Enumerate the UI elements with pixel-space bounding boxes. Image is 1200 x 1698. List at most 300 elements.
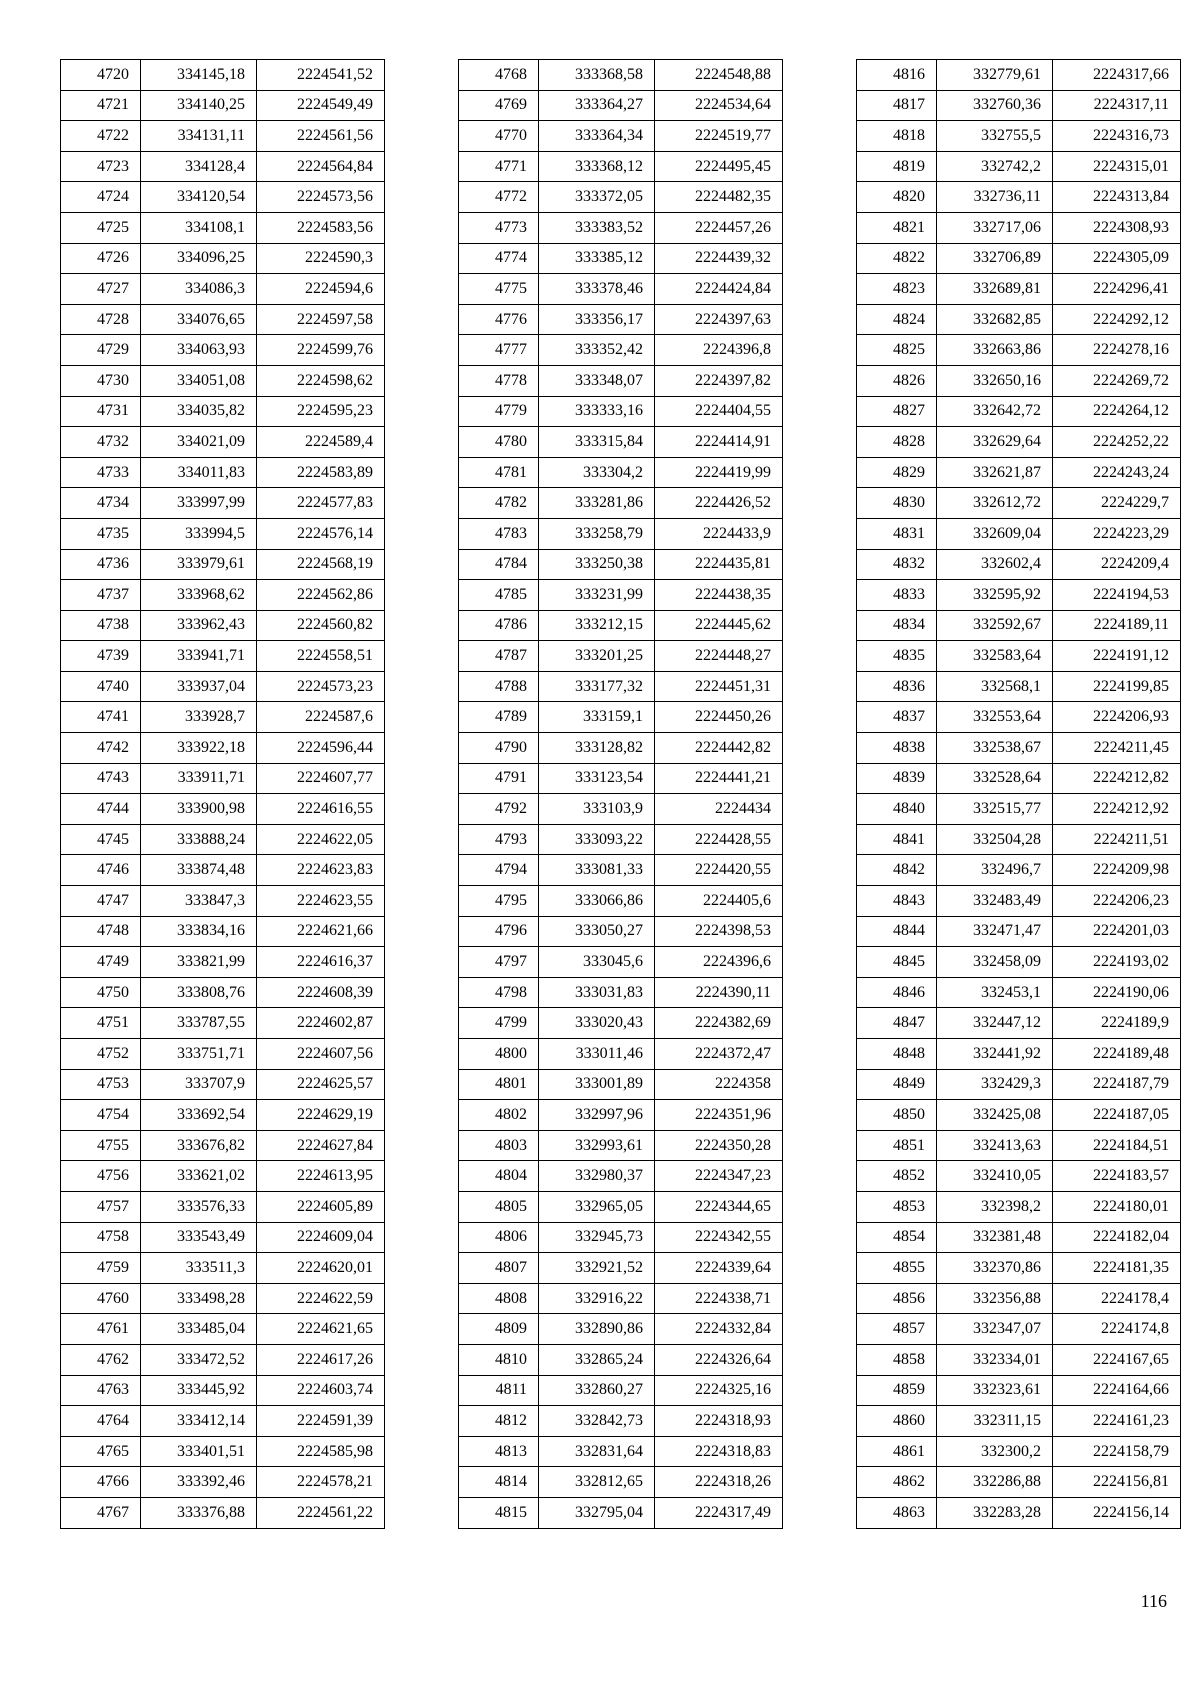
y-coordinate-cell: 2224194,53 [1053, 580, 1181, 611]
x-coordinate-cell: 333231,99 [539, 580, 655, 611]
y-coordinate-cell: 2224629,19 [257, 1100, 385, 1131]
x-coordinate-cell: 333128,82 [539, 733, 655, 764]
point-number-cell: 4735 [61, 518, 141, 549]
table-row [459, 733, 783, 764]
coordinates-table-3 [856, 59, 1181, 1529]
table-row [459, 580, 783, 611]
point-number-cell: 4820 [857, 182, 937, 213]
point-number-cell: 4725 [61, 212, 141, 243]
x-coordinate-cell: 332347,07 [937, 1314, 1053, 1345]
table-row [61, 916, 385, 947]
point-number-cell: 4824 [857, 304, 937, 335]
x-coordinate-cell: 332609,04 [937, 518, 1053, 549]
table-row [857, 610, 1181, 641]
x-coordinate-cell: 333368,58 [539, 60, 655, 91]
point-number-cell: 4814 [459, 1467, 539, 1498]
x-coordinate-cell: 333177,32 [539, 671, 655, 702]
y-coordinate-cell: 2224426,52 [655, 488, 783, 519]
x-coordinate-cell: 333676,82 [141, 1130, 257, 1161]
y-coordinate-cell: 2224212,82 [1053, 763, 1181, 794]
table-row [61, 151, 385, 182]
x-coordinate-cell: 332650,16 [937, 365, 1053, 396]
y-coordinate-cell: 2224435,81 [655, 549, 783, 580]
x-coordinate-cell: 333787,55 [141, 1008, 257, 1039]
x-coordinate-cell: 333941,71 [141, 641, 257, 672]
table-row [61, 274, 385, 305]
table-row [857, 1436, 1181, 1467]
table-row [857, 824, 1181, 855]
y-coordinate-cell: 2224182,04 [1053, 1222, 1181, 1253]
point-number-cell: 4837 [857, 702, 937, 733]
table-row [61, 671, 385, 702]
y-coordinate-cell: 2224573,56 [257, 182, 385, 213]
x-coordinate-cell: 334086,3 [141, 274, 257, 305]
table-row [459, 1008, 783, 1039]
x-coordinate-cell: 332334,01 [937, 1344, 1053, 1375]
y-coordinate-cell: 2224558,51 [257, 641, 385, 672]
x-coordinate-cell: 332706,89 [937, 243, 1053, 274]
table-row [61, 243, 385, 274]
point-number-cell: 4813 [459, 1436, 539, 1467]
point-number-cell: 4830 [857, 488, 937, 519]
table-row [459, 274, 783, 305]
table-row [61, 610, 385, 641]
y-coordinate-cell: 2224620,01 [257, 1253, 385, 1284]
point-number-cell: 4729 [61, 335, 141, 366]
x-coordinate-cell: 332865,24 [539, 1344, 655, 1375]
table-row [857, 855, 1181, 886]
x-coordinate-cell: 333472,52 [141, 1344, 257, 1375]
point-number-cell: 4786 [459, 610, 539, 641]
y-coordinate-cell: 2224623,55 [257, 886, 385, 917]
table-row [61, 396, 385, 427]
x-coordinate-cell: 332356,88 [937, 1283, 1053, 1314]
y-coordinate-cell: 2224278,16 [1053, 335, 1181, 366]
table-row [857, 427, 1181, 458]
y-coordinate-cell: 2224590,3 [257, 243, 385, 274]
point-number-cell: 4834 [857, 610, 937, 641]
point-number-cell: 4775 [459, 274, 539, 305]
x-coordinate-cell: 332921,52 [539, 1253, 655, 1284]
x-coordinate-cell: 332689,81 [937, 274, 1053, 305]
x-coordinate-cell: 333020,43 [539, 1008, 655, 1039]
point-number-cell: 4828 [857, 427, 937, 458]
point-number-cell: 4748 [61, 916, 141, 947]
x-coordinate-cell: 333212,15 [539, 610, 655, 641]
y-coordinate-cell: 2224621,65 [257, 1314, 385, 1345]
table-row [459, 671, 783, 702]
table-row [459, 151, 783, 182]
y-coordinate-cell: 2224209,98 [1053, 855, 1181, 886]
point-number-cell: 4781 [459, 457, 539, 488]
y-coordinate-cell: 2224317,66 [1053, 60, 1181, 91]
x-coordinate-cell: 333900,98 [141, 794, 257, 825]
point-number-cell: 4823 [857, 274, 937, 305]
point-number-cell: 4809 [459, 1314, 539, 1345]
point-number-cell: 4861 [857, 1436, 937, 1467]
table-row [459, 1130, 783, 1161]
y-coordinate-cell: 2224358 [655, 1069, 783, 1100]
y-coordinate-cell: 2224315,01 [1053, 151, 1181, 182]
x-coordinate-cell: 333392,46 [141, 1467, 257, 1498]
y-coordinate-cell: 2224599,76 [257, 335, 385, 366]
x-coordinate-cell: 333159,1 [539, 702, 655, 733]
table-row [459, 1100, 783, 1131]
point-number-cell: 4806 [459, 1222, 539, 1253]
table-row [459, 977, 783, 1008]
table-row [61, 977, 385, 1008]
point-number-cell: 4774 [459, 243, 539, 274]
table-row [459, 1191, 783, 1222]
table-row [61, 794, 385, 825]
point-number-cell: 4721 [61, 90, 141, 121]
table-row [459, 947, 783, 978]
x-coordinate-cell: 332441,92 [937, 1039, 1053, 1070]
point-number-cell: 4844 [857, 916, 937, 947]
table-row [857, 1191, 1181, 1222]
x-coordinate-cell: 334051,08 [141, 365, 257, 396]
x-coordinate-cell: 333888,24 [141, 824, 257, 855]
point-number-cell: 4790 [459, 733, 539, 764]
y-coordinate-cell: 2224548,88 [655, 60, 783, 91]
table-row [857, 1100, 1181, 1131]
point-number-cell: 4797 [459, 947, 539, 978]
y-coordinate-cell: 2224616,37 [257, 947, 385, 978]
x-coordinate-cell: 332621,87 [937, 457, 1053, 488]
y-coordinate-cell: 2224326,64 [655, 1344, 783, 1375]
x-coordinate-cell: 333368,12 [539, 151, 655, 182]
point-number-cell: 4838 [857, 733, 937, 764]
point-number-cell: 4792 [459, 794, 539, 825]
y-coordinate-cell: 2224305,09 [1053, 243, 1181, 274]
point-number-cell: 4738 [61, 610, 141, 641]
x-coordinate-cell: 332458,09 [937, 947, 1053, 978]
table-row [857, 518, 1181, 549]
x-coordinate-cell: 332583,64 [937, 641, 1053, 672]
x-coordinate-cell: 333834,16 [141, 916, 257, 947]
point-number-cell: 4811 [459, 1375, 539, 1406]
y-coordinate-cell: 2224390,11 [655, 977, 783, 1008]
point-number-cell: 4776 [459, 304, 539, 335]
table-row [459, 794, 783, 825]
x-coordinate-cell: 333928,7 [141, 702, 257, 733]
point-number-cell: 4741 [61, 702, 141, 733]
table-row [459, 243, 783, 274]
table-row [61, 121, 385, 152]
point-number-cell: 4822 [857, 243, 937, 274]
x-coordinate-cell: 333994,5 [141, 518, 257, 549]
table-row [857, 1467, 1181, 1498]
table-row [459, 1497, 783, 1528]
point-number-cell: 4860 [857, 1406, 937, 1437]
table-row [61, 488, 385, 519]
x-coordinate-cell: 333011,46 [539, 1039, 655, 1070]
point-number-cell: 4815 [459, 1497, 539, 1528]
x-coordinate-cell: 332311,15 [937, 1406, 1053, 1437]
x-coordinate-cell: 332860,27 [539, 1375, 655, 1406]
y-coordinate-cell: 2224419,99 [655, 457, 783, 488]
point-number-cell: 4762 [61, 1344, 141, 1375]
point-number-cell: 4816 [857, 60, 937, 91]
y-coordinate-cell: 2224344,65 [655, 1191, 783, 1222]
point-number-cell: 4747 [61, 886, 141, 917]
point-number-cell: 4855 [857, 1253, 937, 1284]
y-coordinate-cell: 2224560,82 [257, 610, 385, 641]
y-coordinate-cell: 2224609,04 [257, 1222, 385, 1253]
point-number-cell: 4850 [857, 1100, 937, 1131]
point-number-cell: 4819 [857, 151, 937, 182]
table-row [857, 1130, 1181, 1161]
point-number-cell: 4753 [61, 1069, 141, 1100]
y-coordinate-cell: 2224211,45 [1053, 733, 1181, 764]
point-number-cell: 4799 [459, 1008, 539, 1039]
table-row [61, 733, 385, 764]
x-coordinate-cell: 332515,77 [937, 794, 1053, 825]
table-row [459, 488, 783, 519]
x-coordinate-cell: 333376,88 [141, 1497, 257, 1528]
x-coordinate-cell: 333103,9 [539, 794, 655, 825]
y-coordinate-cell: 2224325,16 [655, 1375, 783, 1406]
point-number-cell: 4802 [459, 1100, 539, 1131]
x-coordinate-cell: 332742,2 [937, 151, 1053, 182]
point-number-cell: 4800 [459, 1039, 539, 1070]
y-coordinate-cell: 2224342,55 [655, 1222, 783, 1253]
table-row [857, 671, 1181, 702]
point-number-cell: 4740 [61, 671, 141, 702]
x-coordinate-cell: 332595,92 [937, 580, 1053, 611]
x-coordinate-cell: 334131,11 [141, 121, 257, 152]
x-coordinate-cell: 333281,86 [539, 488, 655, 519]
point-number-cell: 4801 [459, 1069, 539, 1100]
y-coordinate-cell: 2224561,56 [257, 121, 385, 152]
x-coordinate-cell: 333333,16 [539, 396, 655, 427]
x-coordinate-cell: 333847,3 [141, 886, 257, 917]
y-coordinate-cell: 2224613,95 [257, 1161, 385, 1192]
table-row [857, 916, 1181, 947]
x-coordinate-cell: 334145,18 [141, 60, 257, 91]
y-coordinate-cell: 2224318,93 [655, 1406, 783, 1437]
x-coordinate-cell: 333364,27 [539, 90, 655, 121]
x-coordinate-cell: 332592,67 [937, 610, 1053, 641]
table-row [857, 60, 1181, 91]
table-row [61, 1406, 385, 1437]
table-row [459, 763, 783, 794]
x-coordinate-cell: 333576,33 [141, 1191, 257, 1222]
x-coordinate-cell: 333201,25 [539, 641, 655, 672]
y-coordinate-cell: 2224562,86 [257, 580, 385, 611]
y-coordinate-cell: 2224598,62 [257, 365, 385, 396]
point-number-cell: 4720 [61, 60, 141, 91]
x-coordinate-cell: 332993,61 [539, 1130, 655, 1161]
point-number-cell: 4843 [857, 886, 937, 917]
table-row [61, 1222, 385, 1253]
point-number-cell: 4743 [61, 763, 141, 794]
y-coordinate-cell: 2224585,98 [257, 1436, 385, 1467]
table-row [459, 1467, 783, 1498]
x-coordinate-cell: 333997,99 [141, 488, 257, 519]
point-number-cell: 4827 [857, 396, 937, 427]
x-coordinate-cell: 333621,02 [141, 1161, 257, 1192]
x-coordinate-cell: 332916,22 [539, 1283, 655, 1314]
y-coordinate-cell: 2224351,96 [655, 1100, 783, 1131]
table-row [857, 1283, 1181, 1314]
x-coordinate-cell: 334140,25 [141, 90, 257, 121]
y-coordinate-cell: 2224623,83 [257, 855, 385, 886]
table-row [459, 212, 783, 243]
y-coordinate-cell: 2224398,53 [655, 916, 783, 947]
x-coordinate-cell: 333937,04 [141, 671, 257, 702]
point-number-cell: 4859 [857, 1375, 937, 1406]
point-number-cell: 4723 [61, 151, 141, 182]
table-row [459, 90, 783, 121]
y-coordinate-cell: 2224296,41 [1053, 274, 1181, 305]
table-row [61, 1100, 385, 1131]
x-coordinate-cell: 333412,14 [141, 1406, 257, 1437]
x-coordinate-cell: 334035,82 [141, 396, 257, 427]
y-coordinate-cell: 2224576,14 [257, 518, 385, 549]
table-row [61, 60, 385, 91]
table-row [459, 1069, 783, 1100]
x-coordinate-cell: 332965,05 [539, 1191, 655, 1222]
x-coordinate-cell: 332300,2 [937, 1436, 1053, 1467]
y-coordinate-cell: 2224433,9 [655, 518, 783, 549]
y-coordinate-cell: 2224589,4 [257, 427, 385, 458]
table-row [459, 1039, 783, 1070]
y-coordinate-cell: 2224199,85 [1053, 671, 1181, 702]
x-coordinate-cell: 334096,25 [141, 243, 257, 274]
point-number-cell: 4791 [459, 763, 539, 794]
y-coordinate-cell: 2224414,91 [655, 427, 783, 458]
point-number-cell: 4779 [459, 396, 539, 427]
x-coordinate-cell: 333385,12 [539, 243, 655, 274]
y-coordinate-cell: 2224420,55 [655, 855, 783, 886]
table-row [857, 947, 1181, 978]
y-coordinate-cell: 2224184,51 [1053, 1130, 1181, 1161]
x-coordinate-cell: 332323,61 [937, 1375, 1053, 1406]
x-coordinate-cell: 333968,62 [141, 580, 257, 611]
x-coordinate-cell: 332447,12 [937, 1008, 1053, 1039]
y-coordinate-cell: 2224190,06 [1053, 977, 1181, 1008]
y-coordinate-cell: 2224616,55 [257, 794, 385, 825]
point-number-cell: 4795 [459, 886, 539, 917]
x-coordinate-cell: 333511,3 [141, 1253, 257, 1284]
y-coordinate-cell: 2224495,45 [655, 151, 783, 182]
x-coordinate-cell: 332471,47 [937, 916, 1053, 947]
y-coordinate-cell: 2224541,52 [257, 60, 385, 91]
table-row [61, 947, 385, 978]
table-row [61, 1130, 385, 1161]
x-coordinate-cell: 332980,37 [539, 1161, 655, 1192]
x-coordinate-cell: 334011,83 [141, 457, 257, 488]
table-row [857, 212, 1181, 243]
point-number-cell: 4724 [61, 182, 141, 213]
y-coordinate-cell: 2224201,03 [1053, 916, 1181, 947]
table-row [459, 457, 783, 488]
point-number-cell: 4798 [459, 977, 539, 1008]
point-number-cell: 4765 [61, 1436, 141, 1467]
table-row [459, 1375, 783, 1406]
point-number-cell: 4736 [61, 549, 141, 580]
y-coordinate-cell: 2224350,28 [655, 1130, 783, 1161]
x-coordinate-cell: 333031,83 [539, 977, 655, 1008]
point-number-cell: 4842 [857, 855, 937, 886]
x-coordinate-cell: 332779,61 [937, 60, 1053, 91]
point-number-cell: 4848 [857, 1039, 937, 1070]
y-coordinate-cell: 2224405,6 [655, 886, 783, 917]
table-row [857, 1314, 1181, 1345]
table-row [61, 855, 385, 886]
point-number-cell: 4739 [61, 641, 141, 672]
y-coordinate-cell: 2224434 [655, 794, 783, 825]
point-number-cell: 4771 [459, 151, 539, 182]
x-coordinate-cell: 333378,46 [539, 274, 655, 305]
y-coordinate-cell: 2224404,55 [655, 396, 783, 427]
y-coordinate-cell: 2224578,21 [257, 1467, 385, 1498]
point-number-cell: 4745 [61, 824, 141, 855]
x-coordinate-cell: 333315,84 [539, 427, 655, 458]
point-number-cell: 4769 [459, 90, 539, 121]
x-coordinate-cell: 332755,5 [937, 121, 1053, 152]
table-row [857, 1069, 1181, 1100]
point-number-cell: 4818 [857, 121, 937, 152]
y-coordinate-cell: 2224206,23 [1053, 886, 1181, 917]
x-coordinate-cell: 332528,64 [937, 763, 1053, 794]
table-row [857, 794, 1181, 825]
point-number-cell: 4758 [61, 1222, 141, 1253]
point-number-cell: 4730 [61, 365, 141, 396]
x-coordinate-cell: 332398,2 [937, 1191, 1053, 1222]
table-row [459, 824, 783, 855]
x-coordinate-cell: 332283,28 [937, 1497, 1053, 1528]
x-coordinate-cell: 332429,3 [937, 1069, 1053, 1100]
y-coordinate-cell: 2224596,44 [257, 733, 385, 764]
y-coordinate-cell: 2224161,23 [1053, 1406, 1181, 1437]
page-number: 116 [1140, 1591, 1167, 1611]
point-number-cell: 4854 [857, 1222, 937, 1253]
x-coordinate-cell: 332538,67 [937, 733, 1053, 764]
x-coordinate-cell: 333250,38 [539, 549, 655, 580]
table-row [857, 274, 1181, 305]
table-row [857, 1008, 1181, 1039]
point-number-cell: 4821 [857, 212, 937, 243]
table-row [61, 1039, 385, 1070]
point-number-cell: 4744 [61, 794, 141, 825]
table-row [61, 335, 385, 366]
y-coordinate-cell: 2224209,4 [1053, 549, 1181, 580]
x-coordinate-cell: 332842,73 [539, 1406, 655, 1437]
x-coordinate-cell: 332612,72 [937, 488, 1053, 519]
table-row [459, 518, 783, 549]
y-coordinate-cell: 2224317,11 [1053, 90, 1181, 121]
table-row [61, 641, 385, 672]
point-number-cell: 4788 [459, 671, 539, 702]
point-number-cell: 4764 [61, 1406, 141, 1437]
point-number-cell: 4810 [459, 1344, 539, 1375]
point-number-cell: 4756 [61, 1161, 141, 1192]
y-coordinate-cell: 2224622,05 [257, 824, 385, 855]
x-coordinate-cell: 333050,27 [539, 916, 655, 947]
table-row [459, 335, 783, 366]
x-coordinate-cell: 333348,07 [539, 365, 655, 396]
x-coordinate-cell: 332553,64 [937, 702, 1053, 733]
point-number-cell: 4862 [857, 1467, 937, 1498]
y-coordinate-cell: 2224252,22 [1053, 427, 1181, 458]
x-coordinate-cell: 333258,79 [539, 518, 655, 549]
table-row [857, 886, 1181, 917]
y-coordinate-cell: 2224396,6 [655, 947, 783, 978]
point-number-cell: 4853 [857, 1191, 937, 1222]
point-number-cell: 4812 [459, 1406, 539, 1437]
